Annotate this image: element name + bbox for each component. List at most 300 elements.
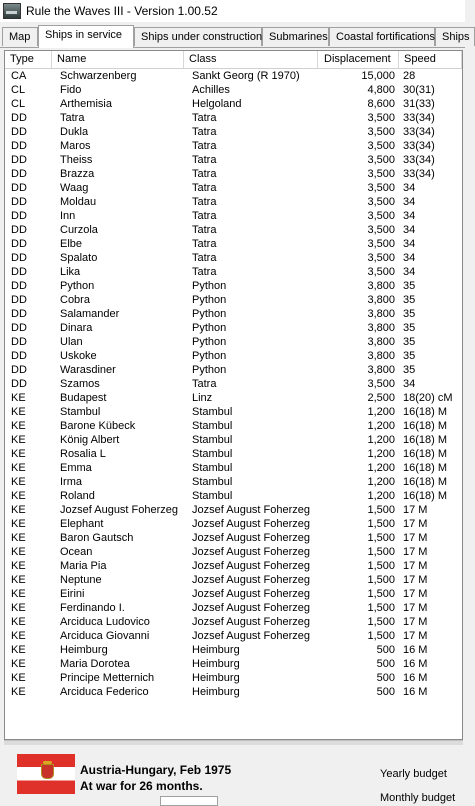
cell-displacement: 1,500 [367,574,395,586]
cell-displacement: 3,500 [367,112,395,124]
cell-name: Szamos [60,378,100,390]
cell-class: Jozsef August Foherzeg [192,560,311,572]
cell-displacement: 1,200 [367,406,395,418]
table-row[interactable] [5,181,462,195]
cell-speed: 34 [403,196,416,208]
cell-type: DD [11,308,27,320]
cell-name: Uskoke [60,350,97,362]
cell-speed: 35 [403,322,416,334]
cell-speed: 17 M [403,546,428,558]
window-title: Rule the Waves III - Version 1.00.52 [26,4,218,18]
cell-speed: 16 M [403,672,428,684]
cell-class: Stambul [192,490,233,502]
cell-displacement: 1,500 [367,560,395,572]
cell-speed: 34 [403,378,416,390]
cell-name: Baron Gautsch [60,532,134,544]
cell-speed: 17 M [403,588,428,600]
cell-name: Lika [60,266,81,278]
cell-class: Python [192,322,227,334]
cell-name: Inn [60,210,76,222]
cell-name: Maria Dorotea [60,658,130,670]
table-row[interactable] [5,657,462,671]
table-row[interactable] [5,111,462,125]
cell-displacement: 3,500 [367,266,395,278]
cell-name: Theiss [60,154,93,166]
cell-type: DD [11,336,27,348]
cell-type: KE [11,532,26,544]
cell-name: Ferdinando I. [60,602,125,614]
cell-displacement: 1,500 [367,602,395,614]
cell-speed: 33(34) [403,168,435,180]
table-row[interactable] [5,671,462,685]
table-row[interactable] [5,587,462,601]
horizontal-scrollbar[interactable] [4,740,463,745]
list-header [5,51,462,69]
column-header-name[interactable]: Name [52,51,184,68]
cell-type: KE [11,602,26,614]
table-row[interactable] [5,475,462,489]
cell-type: KE [11,630,26,642]
cell-type: DD [11,238,27,250]
cell-type: KE [11,490,26,502]
table-row[interactable] [5,167,462,181]
tab-map[interactable] [2,27,38,46]
cell-speed: 18(20) cM [403,392,453,404]
cell-type: KE [11,406,26,418]
cell-class: Python [192,294,227,306]
cell-displacement: 1,200 [367,490,395,502]
cell-displacement: 4,800 [367,84,395,96]
status-panel [0,746,465,802]
table-row[interactable] [5,97,462,111]
cell-speed: 33(34) [403,112,435,124]
cell-class: Heimburg [192,644,240,656]
title-bar [0,0,465,22]
cell-class: Tatra [192,182,217,194]
cell-speed: 16(18) M [403,406,448,418]
cell-displacement: 3,500 [367,252,395,264]
cell-name: Neptune [60,574,102,586]
cell-name: Jozsef August Foherzeg [60,504,179,516]
column-header-type[interactable]: Type [5,51,52,68]
cell-name: Maros [60,140,91,152]
table-row[interactable] [5,69,462,83]
cell-displacement: 3,500 [367,196,395,208]
cell-type: CL [11,84,26,96]
tab-label: Submarines [269,31,328,43]
cell-name: Salamander [60,308,120,320]
cell-class: Linz [192,392,213,404]
cell-class: Heimburg [192,686,240,698]
cell-name: Elbe [60,238,83,250]
cell-name: Tatra [60,112,85,124]
cell-name: Stambul [60,406,101,418]
cell-class: Stambul [192,420,233,432]
cell-type: DD [11,224,27,236]
cell-speed: 33(34) [403,126,435,138]
cell-class: Tatra [192,266,217,278]
cell-speed: 35 [403,294,416,306]
cell-type: DD [11,126,27,138]
cell-class: Jozsef August Foherzeg [192,518,311,530]
column-header-displacement[interactable]: Displacement [318,51,399,68]
cell-type: DD [11,140,27,152]
cell-speed: 16 M [403,644,428,656]
cell-displacement: 3,500 [367,378,395,390]
cell-displacement: 8,600 [367,98,395,110]
cell-speed: 16(18) M [403,476,448,488]
cell-displacement: 3,800 [367,294,395,306]
cell-type: DD [11,182,27,194]
cell-displacement: 3,800 [367,322,395,334]
cell-type: KE [11,588,26,600]
cell-type: DD [11,252,27,264]
cell-type: KE [11,574,26,586]
cell-speed: 16 M [403,686,428,698]
cell-class: Tatra [192,224,217,236]
cell-displacement: 3,500 [367,168,395,180]
cell-speed: 16(18) M [403,462,448,474]
cell-name: Ulan [60,336,83,348]
cell-speed: 16(18) M [403,448,448,460]
cell-displacement: 3,500 [367,140,395,152]
ships-list[interactable] [4,50,463,740]
cell-type: KE [11,546,26,558]
cell-displacement: 1,500 [367,518,395,530]
cell-displacement: 3,500 [367,182,395,194]
cell-class: Heimburg [192,672,240,684]
cell-displacement: 1,500 [367,616,395,628]
cell-type: DD [11,210,27,222]
cell-displacement: 1,500 [367,588,395,600]
cell-class: Python [192,364,227,376]
cell-speed: 34 [403,210,416,222]
table-row[interactable] [5,83,462,97]
cell-displacement: 3,800 [367,364,395,376]
cell-speed: 17 M [403,532,428,544]
tab-label: Ships in service [45,29,123,41]
cell-class: Stambul [192,476,233,488]
cell-name: Principe Metternich [60,672,155,684]
table-row[interactable] [5,559,462,573]
yearly-budget-label: Yearly budget [380,768,447,780]
cell-name: Emma [60,462,92,474]
cell-displacement: 1,500 [367,532,395,544]
tab-strip [0,25,470,48]
table-row[interactable] [5,265,462,279]
cell-class: Tatra [192,378,217,390]
cell-name: Spalato [60,252,98,264]
cell-class: Python [192,308,227,320]
tab-coastal-fortifications[interactable] [329,27,435,46]
cell-speed: 31(33) [403,98,435,110]
cell-type: DD [11,294,27,306]
cell-type: KE [11,476,26,488]
cell-class: Tatra [192,126,217,138]
table-row[interactable] [5,391,462,405]
table-row[interactable] [5,503,462,517]
cell-speed: 16(18) M [403,434,448,446]
table-row[interactable] [5,461,462,475]
cell-displacement: 1,200 [367,420,395,432]
cell-class: Tatra [192,196,217,208]
monthly-budget-label: Monthly budget [380,792,456,804]
table-row[interactable] [5,643,462,657]
cell-name: Brazza [60,168,95,180]
cell-displacement: 1,500 [367,630,395,642]
cell-class: Tatra [192,168,217,180]
cell-speed: 34 [403,252,416,264]
cell-name: König Albert [60,434,120,446]
cell-type: KE [11,560,26,572]
cell-class: Python [192,336,227,348]
table-row[interactable] [5,237,462,251]
cell-class: Stambul [192,462,233,474]
table-row[interactable] [5,601,462,615]
cell-name: Cobra [60,294,90,306]
crest-icon [41,764,54,779]
tab-label: Coastal fortifications [336,31,436,43]
cell-type: DD [11,378,27,390]
cell-displacement: 3,800 [367,350,395,362]
table-row[interactable] [5,293,462,307]
cell-type: DD [11,322,27,334]
cell-class: Jozsef August Foherzeg [192,574,311,586]
cell-speed: 17 M [403,560,428,572]
cell-name: Python [60,280,95,292]
cell-displacement: 1,500 [367,546,395,558]
cell-name: Arciduca Federico [60,686,149,698]
cell-class: Jozsef August Foherzeg [192,546,311,558]
cell-speed: 34 [403,238,416,250]
cell-type: KE [11,434,26,446]
cell-type: DD [11,364,27,376]
cell-name: Barone Kübeck [60,420,136,432]
cell-speed: 33(34) [403,140,435,152]
cell-name: Curzola [60,224,98,236]
cell-speed: 16(18) M [403,490,448,502]
cell-speed: 35 [403,308,416,320]
cell-type: KE [11,420,26,432]
cell-displacement: 2,500 [367,392,395,404]
tab-label: Ships [442,31,470,43]
table-row[interactable] [5,321,462,335]
cell-displacement: 3,500 [367,126,395,138]
cell-type: KE [11,518,26,530]
cell-class: Stambul [192,448,233,460]
cell-type: KE [11,686,26,698]
cell-class: Achilles [192,84,230,96]
cell-displacement: 1,200 [367,476,395,488]
cell-class: Python [192,280,227,292]
table-row[interactable] [5,223,462,237]
cell-speed: 35 [403,364,416,376]
cell-type: DD [11,350,27,362]
cell-class: Jozsef August Foherzeg [192,504,311,516]
cell-class: Jozsef August Foherzeg [192,588,311,600]
cell-displacement: 3,500 [367,238,395,250]
cell-displacement: 3,500 [367,210,395,222]
cell-type: KE [11,616,26,628]
cell-name: Maria Pia [60,560,107,572]
table-row[interactable] [5,349,462,363]
table-row[interactable] [5,433,462,447]
cell-displacement: 3,500 [367,224,395,236]
cell-type: KE [11,672,26,684]
cell-class: Tatra [192,210,217,222]
cell-type: KE [11,644,26,656]
cell-name: Rosalia L [60,448,106,460]
table-row[interactable] [5,195,462,209]
table-row[interactable] [5,447,462,461]
cell-speed: 28 [403,70,416,82]
cell-type: KE [11,462,26,474]
table-row[interactable] [5,489,462,503]
cell-speed: 17 M [403,574,428,586]
cell-class: Stambul [192,406,233,418]
cell-name: Waag [60,182,89,194]
cell-speed: 33(34) [403,154,435,166]
table-row[interactable] [5,419,462,433]
table-row[interactable] [5,377,462,391]
cell-class: Tatra [192,112,217,124]
tab-ships-under-construction[interactable] [134,27,262,46]
cell-class: Heimburg [192,658,240,670]
cell-speed: 17 M [403,504,428,516]
table-row[interactable] [5,545,462,559]
cell-displacement: 1,200 [367,448,395,460]
cell-speed: 17 M [403,602,428,614]
cell-class: Jozsef August Foherzeg [192,532,311,544]
table-row[interactable] [5,307,462,321]
cell-speed: 30(31) [403,84,435,96]
budget-slider[interactable] [160,796,218,806]
cell-displacement: 500 [376,672,395,684]
cell-displacement: 500 [376,644,395,656]
cell-class: Jozsef August Foherzeg [192,602,311,614]
cell-type: DD [11,266,27,278]
table-row[interactable] [5,573,462,587]
table-row[interactable] [5,125,462,139]
cell-name: Arciduca Giovanni [60,630,150,642]
cell-name: Roland [60,490,95,502]
cell-class: Jozsef August Foherzeg [192,630,311,642]
cell-name: Ocean [60,546,93,558]
cell-class: Jozsef August Foherzeg [192,616,311,628]
app-ship-icon [3,3,21,19]
table-row[interactable] [5,405,462,419]
cell-displacement: 3,500 [367,154,395,166]
cell-type: KE [11,658,26,670]
cell-speed: 34 [403,224,416,236]
list-body [5,69,462,699]
cell-name: Warasdiner [60,364,116,376]
cell-speed: 34 [403,182,416,194]
cell-name: Irma [60,476,82,488]
cell-displacement: 15,000 [361,70,395,82]
cell-name: Moldau [60,196,97,208]
table-row[interactable] [5,517,462,531]
table-row[interactable] [5,209,462,223]
cell-type: DD [11,168,27,180]
cell-speed: 17 M [403,616,428,628]
cell-type: DD [11,280,27,292]
nation-date: Austria-Hungary, Feb 1975 [80,763,232,777]
tab-label: Ships under construction [141,31,263,43]
cell-name: Arthemisia [60,98,112,110]
table-row[interactable] [5,153,462,167]
cell-class: Helgoland [192,98,242,110]
table-row[interactable] [5,531,462,545]
table-row[interactable] [5,363,462,377]
cell-speed: 16 M [403,658,428,670]
column-header-speed[interactable]: Speed [399,51,462,68]
table-row[interactable] [5,335,462,349]
tab-ships[interactable] [435,27,475,46]
cell-type: CL [11,98,26,110]
cell-speed: 16(18) M [403,420,448,432]
cell-displacement: 500 [376,658,395,670]
cell-displacement: 3,800 [367,280,395,292]
cell-name: Arciduca Ludovico [60,616,150,628]
cell-displacement: 3,800 [367,308,395,320]
cell-class: Python [192,350,227,362]
table-row[interactable] [5,251,462,265]
cell-type: KE [11,448,26,460]
cell-name: Schwarzenberg [60,70,137,82]
cell-speed: 17 M [403,518,428,530]
column-header-class[interactable]: Class [184,51,318,68]
tab-submarines[interactable] [262,27,329,46]
cell-name: Heimburg [60,644,108,656]
tab-label: Map [9,31,31,43]
table-row[interactable] [5,685,462,699]
cell-name: Elephant [60,518,104,530]
cell-class: Tatra [192,238,217,250]
cell-displacement: 1,500 [367,504,395,516]
cell-name: Budapest [60,392,107,404]
cell-class: Sankt Georg (R 1970) [192,70,300,82]
cell-type: DD [11,154,27,166]
cell-speed: 35 [403,336,416,348]
cell-name: Dukla [60,126,89,138]
nation-status [80,762,231,794]
table-row[interactable] [5,615,462,629]
cell-class: Tatra [192,252,217,264]
table-row[interactable] [5,629,462,643]
austria-hungary-flag-icon [17,754,75,794]
cell-speed: 35 [403,280,416,292]
cell-displacement: 500 [376,686,395,698]
cell-name: Fido [60,84,82,96]
cell-type: KE [11,392,26,404]
cell-class: Tatra [192,154,217,166]
cell-type: DD [11,196,27,208]
cell-speed: 34 [403,266,416,278]
cell-name: Dinara [60,322,93,334]
cell-name: Eirini [60,588,85,600]
tab-ships-in-service[interactable] [38,25,134,48]
cell-displacement: 1,200 [367,434,395,446]
war-status: At war for 26 months. [80,779,203,793]
cell-displacement: 3,800 [367,336,395,348]
cell-speed: 35 [403,350,416,362]
cell-type: DD [11,112,27,124]
table-row[interactable] [5,279,462,293]
cell-displacement: 1,200 [367,462,395,474]
table-row[interactable] [5,139,462,153]
cell-speed: 17 M [403,630,428,642]
